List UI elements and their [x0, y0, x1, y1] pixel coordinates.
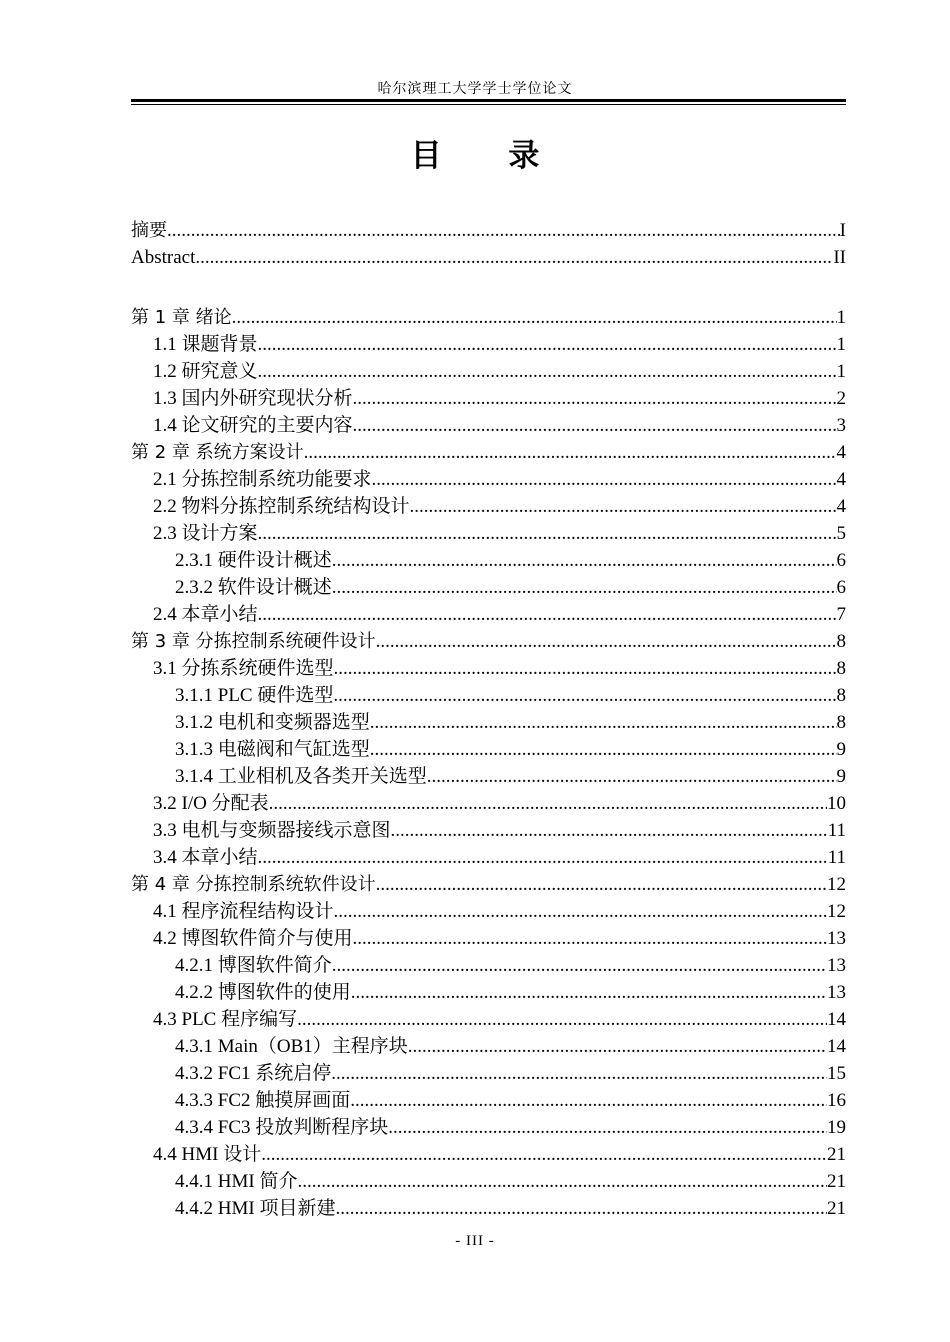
- toc-entry-page: 15: [827, 1063, 846, 1084]
- toc-entry-page: 4: [836, 496, 846, 517]
- toc-entry-label: 1.2 研究意义: [153, 361, 258, 382]
- toc-entry[interactable]: [131, 1034, 846, 1060]
- toc-entry-leader: [351, 980, 827, 1006]
- toc-entry-label: 3.1.3 电磁阀和气缸选型: [175, 739, 370, 760]
- toc-entry[interactable]: [131, 305, 846, 331]
- toc-entry-page: 12: [827, 874, 846, 895]
- toc-entry-page: 5: [836, 523, 846, 544]
- toc-entry-leader: [353, 386, 837, 412]
- toc-entry[interactable]: [131, 218, 846, 244]
- toc-entry-page: 1: [836, 307, 846, 328]
- toc-entry[interactable]: [131, 980, 846, 1006]
- toc-entry-page: 21: [827, 1171, 846, 1192]
- toc-entry[interactable]: [131, 413, 846, 439]
- toc-entry-label: 1.3 国内外研究现状分析: [153, 388, 353, 409]
- toc-entry[interactable]: [131, 737, 846, 763]
- toc-entry[interactable]: [131, 1169, 846, 1195]
- toc-entry-label: 4.3.2 FC1 系统启停: [175, 1063, 332, 1084]
- toc-entry[interactable]: [131, 710, 846, 736]
- toc-entry-leader: [408, 1034, 827, 1060]
- toc-entry-label: 4.4.2 HMI 项目新建: [175, 1198, 336, 1219]
- toc-entry[interactable]: [131, 332, 846, 358]
- toc-entry-label: Abstract: [131, 247, 196, 268]
- toc-entry-page: 12: [827, 901, 846, 922]
- toc-entry[interactable]: [131, 359, 846, 385]
- toc-entry-page: 10: [827, 793, 846, 814]
- toc-entry-label: 4.3.1 Main（OB1）主程序块: [175, 1036, 408, 1057]
- toc-entry-leader: [376, 629, 837, 655]
- toc-entry[interactable]: [131, 1007, 846, 1033]
- toc-entry[interactable]: [131, 629, 846, 655]
- toc-entry-leader: [261, 1142, 827, 1168]
- toc-entry-leader: [297, 1007, 827, 1033]
- toc-entry-leader: [258, 332, 837, 358]
- toc-entry-label: 3.3 电机与变频器接线示意图: [153, 820, 391, 841]
- toc-entry-label: 4.2 博图软件简介与使用: [153, 928, 353, 949]
- toc-entry[interactable]: [131, 899, 846, 925]
- toc-entry-label: 2.1 分拣控制系统功能要求: [153, 469, 372, 490]
- toc-entry-label: 第 3 章 分拣控制系统硬件设计: [131, 631, 376, 652]
- toc-entry-leader: [388, 1115, 827, 1141]
- toc-entry[interactable]: [131, 845, 846, 871]
- toc-entry[interactable]: [131, 656, 846, 682]
- toc-entry-label: 2.4 本章小结: [153, 604, 258, 625]
- toc-entry-leader: [332, 953, 827, 979]
- toc-entry-page: 16: [827, 1090, 846, 1111]
- toc-entry[interactable]: [131, 494, 846, 520]
- toc-entry-leader: [167, 218, 840, 244]
- toc-entry-page: 4: [836, 442, 846, 463]
- toc-entry[interactable]: [131, 386, 846, 412]
- toc-entry[interactable]: [131, 575, 846, 601]
- toc-entry-leader: [376, 872, 827, 898]
- toc-entry-page: 2: [836, 388, 846, 409]
- toc-entry-page: I: [839, 220, 846, 241]
- header-rule-thick: [131, 99, 846, 102]
- toc-entry-leader: [258, 845, 828, 871]
- toc-entry-label: 2.3.2 软件设计概述: [175, 577, 332, 598]
- toc-entry-leader: [297, 1169, 827, 1195]
- toc-entry-leader: [427, 764, 837, 790]
- toc-entry-leader: [332, 575, 837, 601]
- toc-entry[interactable]: [131, 791, 846, 817]
- toc-entry-leader: [258, 521, 837, 547]
- page-number: - III -: [455, 1233, 495, 1249]
- toc-entry-label: 2.3 设计方案: [153, 523, 258, 544]
- toc-entry-label: 1.4 论文研究的主要内容: [153, 415, 353, 436]
- toc-entry-leader: [258, 359, 837, 385]
- toc-entry-page: 11: [827, 847, 846, 868]
- toc-entry-leader: [353, 926, 827, 952]
- toc-entry-label: 4.3.3 FC2 触摸屏画面: [175, 1090, 351, 1111]
- toc-entry-leader: [258, 602, 837, 628]
- toc-entry-page: 14: [827, 1036, 846, 1057]
- toc-entry-page: 13: [827, 955, 846, 976]
- toc-entry-leader: [410, 494, 837, 520]
- toc-entry-label: 第 4 章 分拣控制系统软件设计: [131, 874, 376, 895]
- toc-entry[interactable]: [131, 467, 846, 493]
- toc-entry-leader: [353, 413, 837, 439]
- toc-entry-page: 11: [827, 820, 846, 841]
- toc-entry-leader: [334, 899, 827, 925]
- toc-entry-label: 3.1.1 PLC 硬件选型: [175, 685, 334, 706]
- toc-entry-label: 1.1 课题背景: [153, 334, 258, 355]
- toc-entry-label: 2.3.1 硬件设计概述: [175, 550, 332, 571]
- toc-entry-page: 3: [836, 415, 846, 436]
- toc-entry[interactable]: [131, 683, 846, 709]
- page-header: 哈尔滨理工大学学士学位论文: [377, 82, 573, 97]
- toc-entry[interactable]: [131, 1115, 846, 1141]
- toc-entry[interactable]: [131, 926, 846, 952]
- toc-entry-page: 14: [827, 1009, 846, 1030]
- toc-entry-page: 6: [836, 550, 846, 571]
- toc-entry-leader: [391, 818, 828, 844]
- toc-entry-leader: [269, 791, 827, 817]
- toc-entry-page: 9: [836, 766, 846, 787]
- toc-entry-page: 9: [836, 739, 846, 760]
- toc-entry-page: 21: [827, 1144, 846, 1165]
- toc-entry[interactable]: [131, 1061, 846, 1087]
- toc-entry-label: 4.2.1 博图软件简介: [175, 955, 332, 976]
- toc-entry-page: 19: [827, 1117, 846, 1138]
- toc-entry-page: 1: [836, 334, 846, 355]
- toc-entry[interactable]: [131, 764, 846, 790]
- toc-entry-page: 8: [836, 658, 846, 679]
- toc-entry-label: 4.3.4 FC3 投放判断程序块: [175, 1117, 389, 1138]
- toc-entry-leader: [304, 440, 837, 466]
- toc-entry-label: 4.3 PLC 程序编写: [153, 1009, 298, 1030]
- toc-entry[interactable]: [131, 440, 846, 466]
- header-rule-thin: [131, 104, 846, 105]
- toc-entry[interactable]: [131, 602, 846, 628]
- toc-entry-label: 3.1.4 工业相机及各类开关选型: [175, 766, 427, 787]
- toc-entry-page: 21: [827, 1198, 846, 1219]
- toc-entry-label: 3.4 本章小结: [153, 847, 258, 868]
- toc-entry-label: 4.4 HMI 设计: [153, 1144, 262, 1165]
- toc-entry-label: 2.2 物料分拣控制系统结构设计: [153, 496, 410, 517]
- toc-entry-leader: [372, 467, 837, 493]
- toc-entry[interactable]: [131, 245, 846, 271]
- toc-entry-page: 13: [827, 928, 846, 949]
- toc-entry-page: 8: [836, 631, 846, 652]
- toc-entry-page: 4: [836, 469, 846, 490]
- toc-entry-label: 4.1 程序流程结构设计: [153, 901, 334, 922]
- toc-entry-page: 13: [827, 982, 846, 1003]
- toc-entry-leader: [370, 710, 837, 736]
- toc-entry-label: 第 1 章 绪论: [131, 307, 232, 328]
- toc-entry-page: 1: [836, 361, 846, 382]
- toc-entry-label: 4.2.2 博图软件的使用: [175, 982, 351, 1003]
- toc-entry[interactable]: [131, 521, 846, 547]
- toc-entry-label: 摘要: [131, 220, 167, 241]
- toc-entry-page: 8: [836, 712, 846, 733]
- toc-entry-page: 7: [836, 604, 846, 625]
- toc-entry-label: 4.4.1 HMI 简介: [175, 1171, 298, 1192]
- toc-entry-leader: [334, 656, 837, 682]
- toc-entry-label: 第 2 章 系统方案设计: [131, 442, 304, 463]
- toc-entry-page: 6: [836, 577, 846, 598]
- toc-entry-leader: [335, 1196, 827, 1222]
- toc-title: 目 录: [410, 138, 568, 174]
- toc-entry[interactable]: [131, 1088, 846, 1114]
- toc-entry[interactable]: [131, 953, 846, 979]
- toc-entry-leader: [195, 245, 833, 271]
- toc-entry[interactable]: [131, 818, 846, 844]
- toc-entry[interactable]: [131, 548, 846, 574]
- toc-entry-leader: [350, 1088, 827, 1114]
- toc-entry[interactable]: [131, 872, 846, 898]
- toc-entry-leader: [232, 305, 837, 331]
- toc-entry-page: II: [833, 247, 846, 268]
- toc-entry-leader: [333, 683, 836, 709]
- toc-entry-leader: [370, 737, 837, 763]
- toc-entry-label: 3.1.2 电机和变频器选型: [175, 712, 370, 733]
- toc-entry-leader: [331, 1061, 827, 1087]
- toc-entry-label: 3.1 分拣系统硬件选型: [153, 658, 334, 679]
- toc-entry-leader: [332, 548, 837, 574]
- toc-entry-page: 8: [836, 685, 846, 706]
- toc-entry[interactable]: [131, 1142, 846, 1168]
- toc-entry[interactable]: [131, 1196, 846, 1222]
- toc-entry-label: 3.2 I/O 分配表: [153, 793, 269, 814]
